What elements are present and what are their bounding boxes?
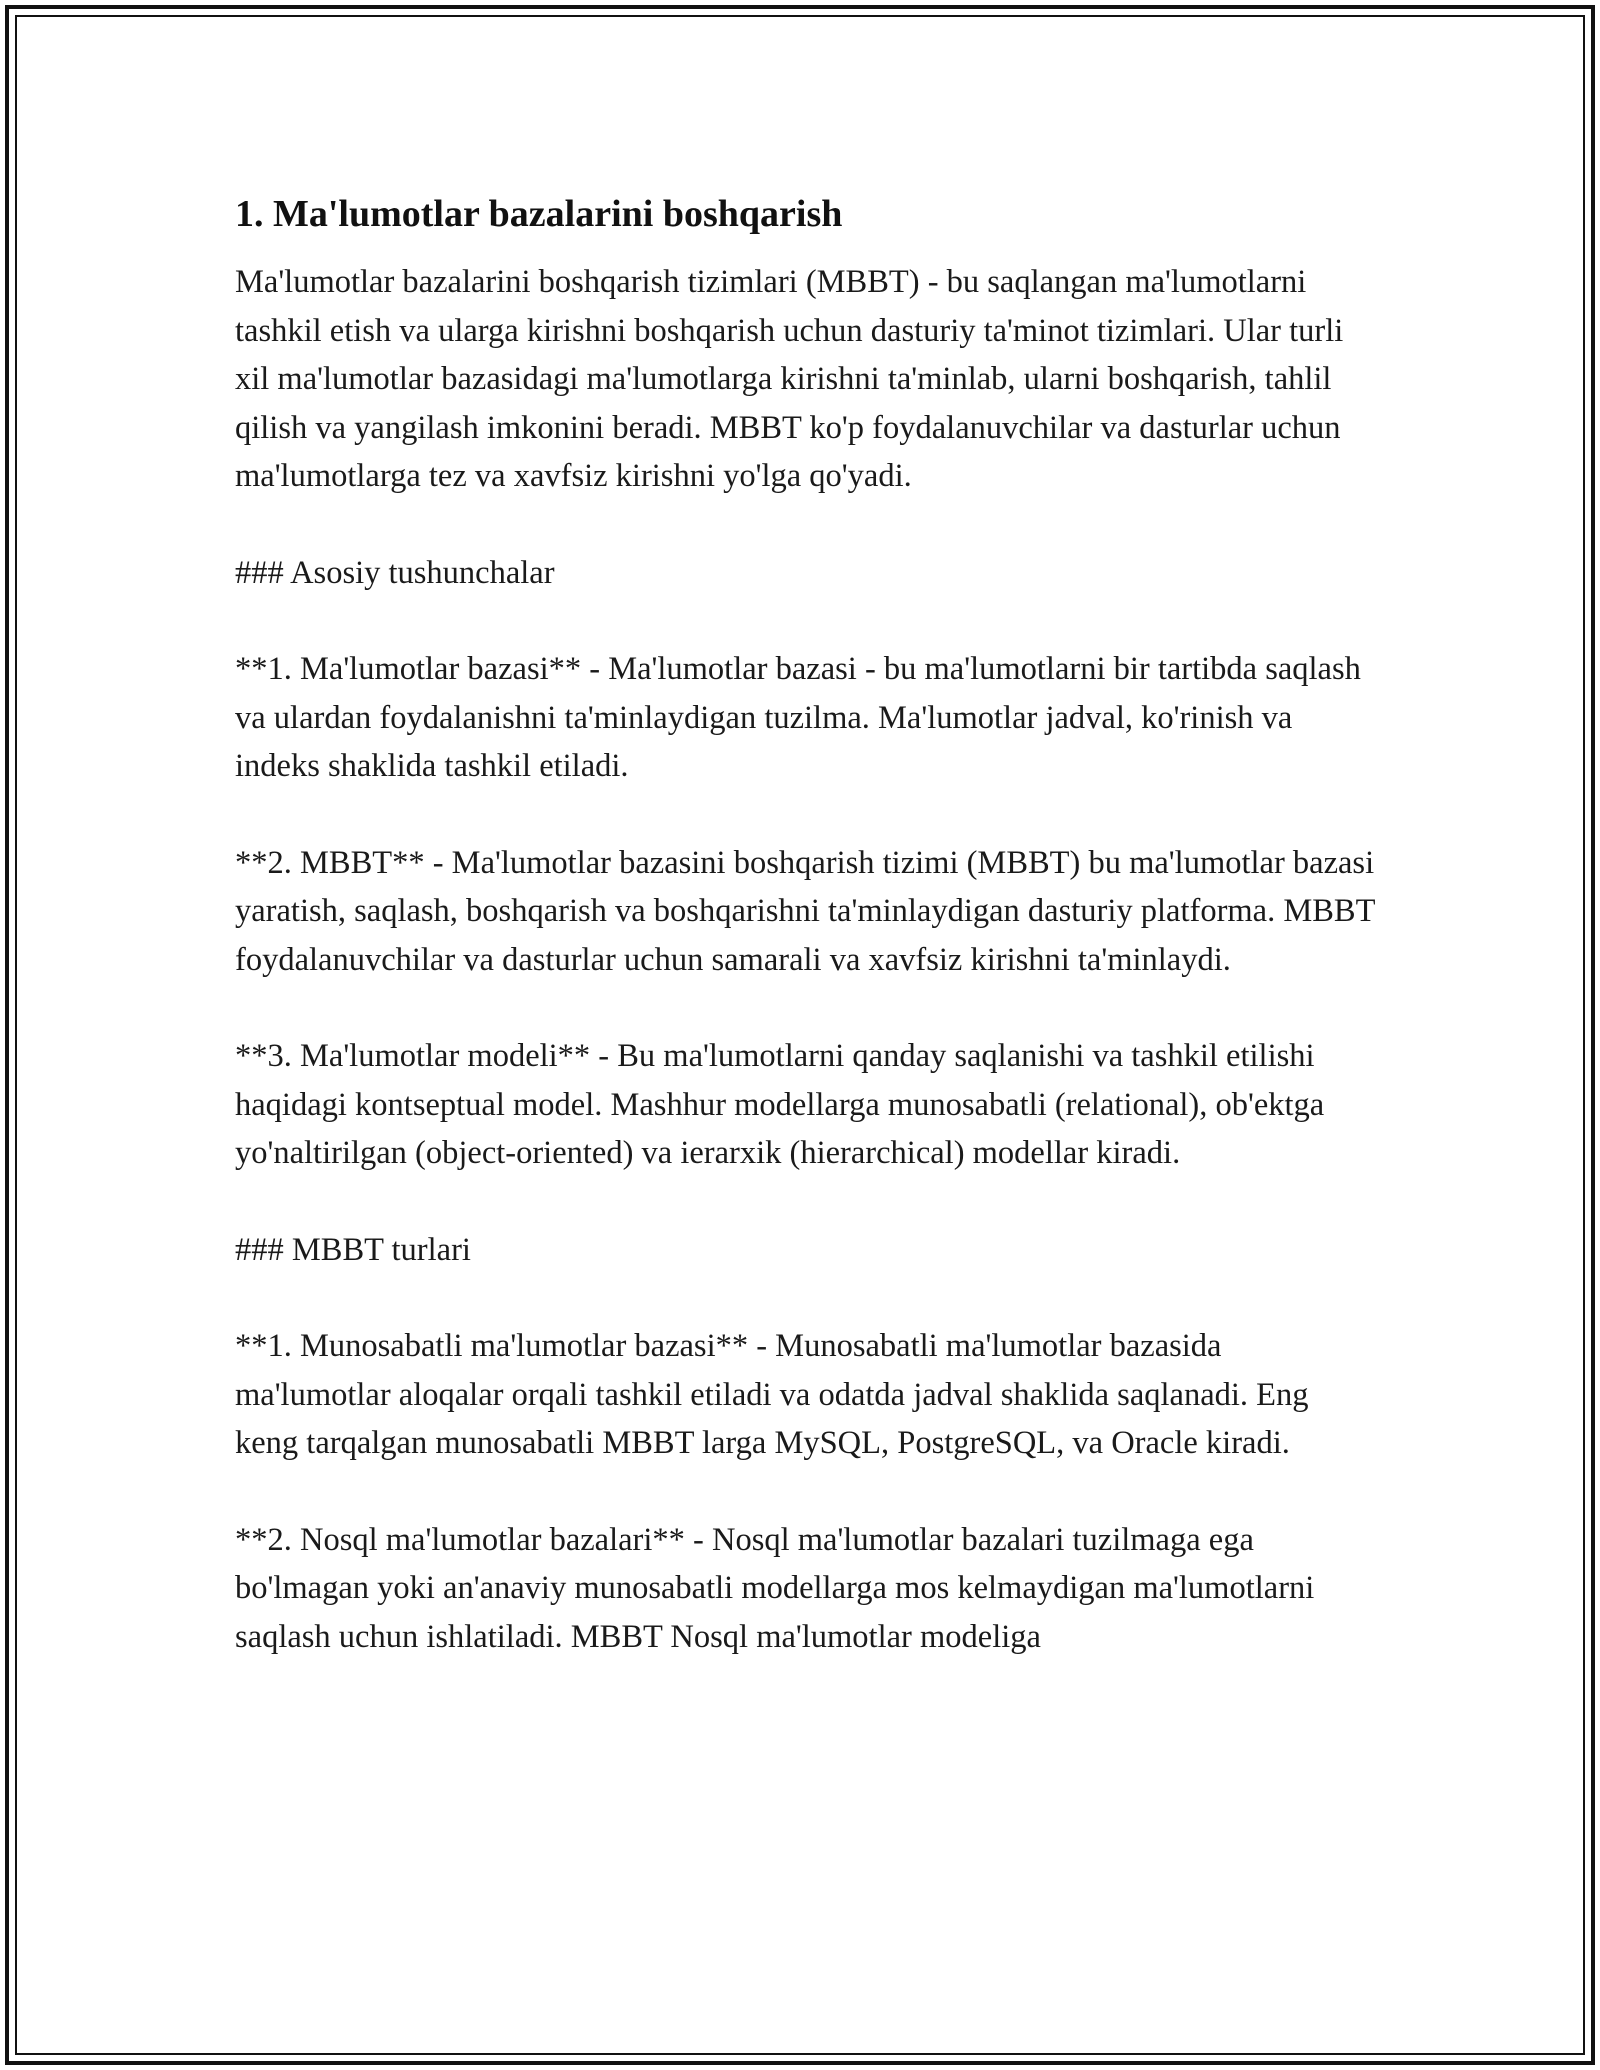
paragraph-malumotlar-bazasi: **1. Ma'lumotlar bazasi** - Ma'lumotlar bazasi - bu ma'lumotlarni bir tartibda saqlash va ulardan foydalanishni ta'minlaydigan tuzilma. Ma'lumotlar jadval, ko'rinish va indeks shaklida tashkil etiladi. (235, 651, 1361, 784)
paragraph-mbbt: **2. MBBT** - Ma'lumotlar bazasini boshqarish tizimi (MBBT) bu ma'lumotlar bazasi yaratish, saqlash, boshqarish va boshqarishni ta'minlaydigan dasturiy platforma. MBBT foydalanuvchilar va dasturlar uchun samarali va xavfsiz kirishni ta'minlaydi. (235, 844, 1375, 978)
intro-paragraph: Ma'lumotlar bazalarini boshqarish tizimlari (MBBT) - bu saqlangan ma'lumotlarni tashkil etish va ularga kirishni boshqarish uchun dasturiy ta'minot tizimlari. Ular turli xil ma'lumotlar bazasidagi ma'lumotlarga kirishni ta'minlab, ularni boshqarish, tahlil qilish va yangilash imkonini beradi. MBBT ko'p foydalanuvchilar va dasturlar uchun ma'lumotlarga tez va xavfsiz kirishni yo'lga qo'yadi. (235, 264, 1344, 494)
paragraph-nosql-bazalari: **2. Nosql ma'lumotlar bazalari** - Nosql ma'lumotlar bazalari tuzilmaga ega bo'lmagan yoki an'anaviy munosabatli modellarga mos kelmaydigan ma'lumotlarni saqlash uchun ishlatiladi. MBBT Nosql ma'lumotlar modeliga (235, 1521, 1315, 1655)
paragraph-malumotlar-modeli: **3. Ma'lumotlar modeli** - Bu ma'lumotlarni qanday saqlanishi va tashkil etilishi haqidagi kontseptual model. Mashhur modellarga munosabatli (relational), ob'ektga yo'naltirilgan (object-oriented) va ierarxik (hierarchical) modellar kiradi. (235, 1038, 1325, 1171)
paragraph-munosabatli-bazasi: **1. Munosabatli ma'lumotlar bazasi** - Munosabatli ma'lumotlar bazasida ma'lumotlar aloqalar orqali tashkil etiladi va odatda jadval shaklida saqlanadi. Eng keng tarqalgan munosabatli MBBT larga MySQL, PostgreSQL, va Oracle kiradi. (235, 1328, 1309, 1461)
document-title: 1. Ma'lumotlar bazalarini boshqarish (235, 193, 843, 235)
document-body (235, 190, 1375, 1661)
section-heading-asosiy-tushunchalar: ### Asosiy tushunchalar (235, 554, 555, 591)
section-heading-mbbt-turlari: ### MBBT turlari (235, 1231, 471, 1268)
